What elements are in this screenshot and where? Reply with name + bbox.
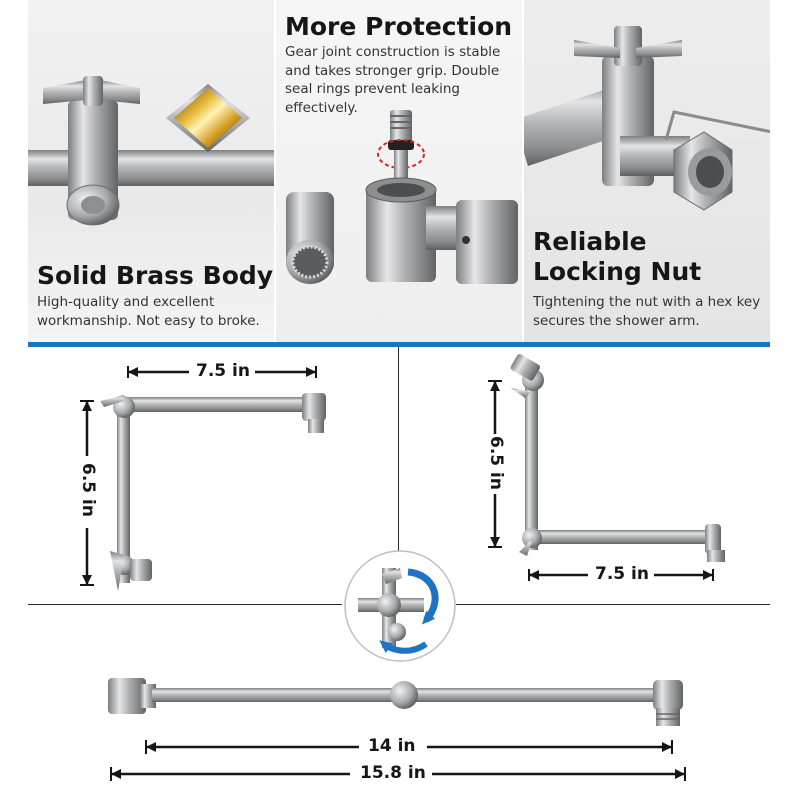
feature-description: Tightening the nut with a hex key secures the shower arm. (533, 294, 761, 329)
arm-diagram-l-shape (77, 355, 340, 595)
feature-description: High-quality and excellent workmanship. Not easy to broke. (37, 294, 260, 329)
feature-title-line2: Locking Nut (533, 257, 702, 286)
gear-joint-icon (276, 102, 522, 342)
dimension-label-width: 7.5 in (196, 361, 250, 381)
horizontal-divider-left (28, 604, 342, 605)
rotate-arrows-icon (342, 548, 458, 664)
feature-title: More Protection (285, 12, 513, 41)
brass-joint-icon (28, 0, 274, 250)
dimension-label-total: 15.8 in (360, 763, 426, 783)
dimension-label-height: 6.5 in (77, 463, 98, 517)
feature-title-line1: Reliable (533, 227, 647, 256)
locking-nut-icon (524, 0, 770, 230)
feature-panel-more-protection (276, 0, 522, 342)
arm-diagram-straight (108, 668, 698, 728)
feature-panel-locking-nut (524, 0, 770, 342)
section-divider (28, 342, 770, 347)
arm-diagram-inverted-l (505, 352, 725, 572)
feature-title: Solid Brass Body (37, 261, 274, 290)
dimension-label-extended: 14 in (368, 736, 416, 756)
feature-description: Gear joint construction is stable and takes stronger grip. Double seal rings prevent leaking effectively. (285, 44, 501, 116)
dimension-label-height: 6.5 in (485, 436, 506, 490)
feature-panel-solid-brass (28, 0, 274, 342)
horizontal-divider-right (456, 604, 770, 605)
dimension-label-width: 7.5 in (595, 564, 649, 584)
